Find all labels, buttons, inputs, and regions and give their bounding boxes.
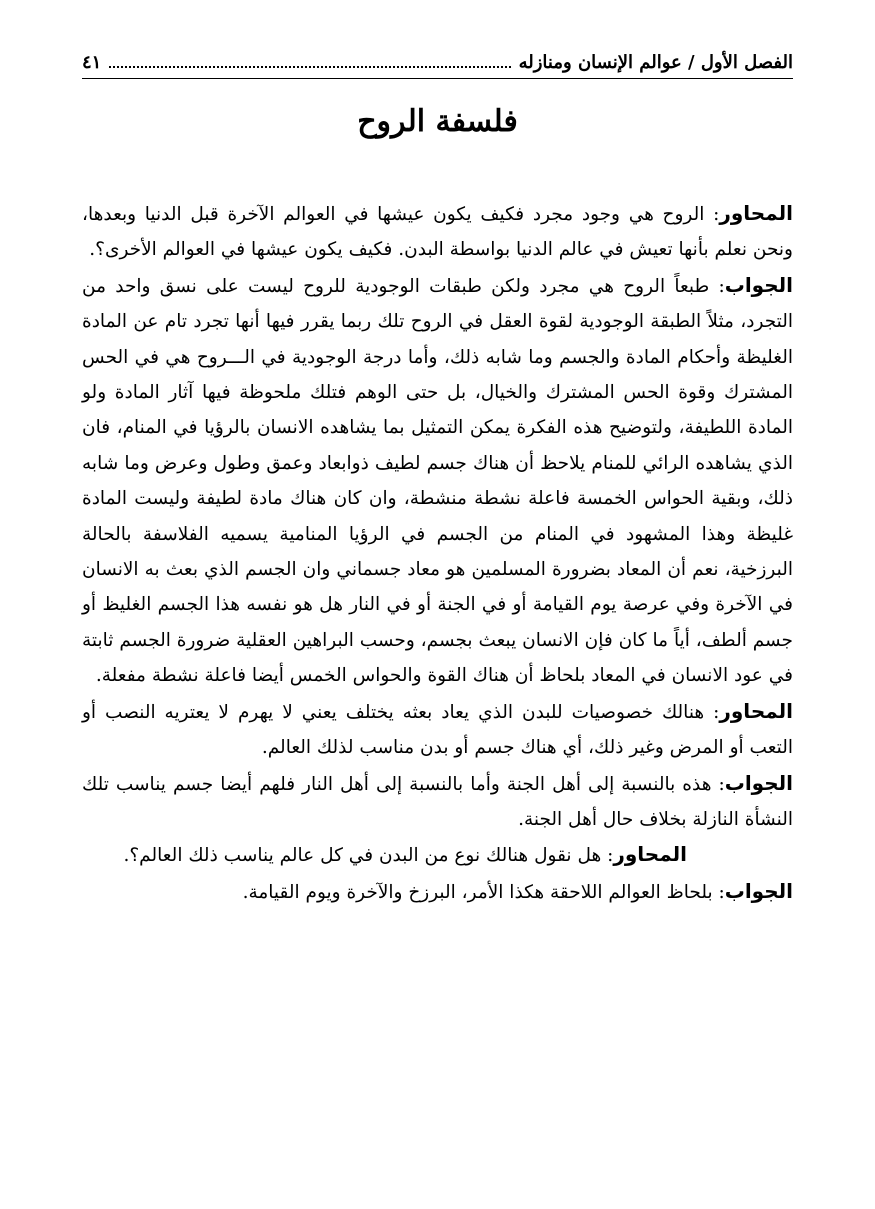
running-header — [82, 40, 793, 79]
speaker-label: المحاور — [613, 842, 687, 867]
paragraph-text: : الروح هي وجود مجرد فكيف يكون عيشها في العوالم الآخرة قبل الدنيا وبعدها، ونحن نعلم بأنها تعيش في عالم الدنيا بواسطة البدن. فكيف يكون عيشها في العوالم الأخرى؟. — [82, 204, 793, 261]
paragraph-answer-3 — [82, 874, 793, 910]
speaker-label: الجواب — [724, 272, 793, 297]
page-title: فلسفة الروح — [357, 104, 518, 139]
paragraph-answer-2 — [82, 766, 793, 838]
body-text — [82, 196, 793, 910]
paragraph-question-3 — [82, 837, 793, 873]
paragraph-text: : طبعاً الروح هي مجرد ولكن طبقات الوجودية للروح ليست على نسق واحد من التجرد، مثلاً الطبقة الوجودية لقوة العقل في الروح تلك ربما يقرر فيها أنها تجرد تام عن المادة الغليظة وأحكام المادة والجسم وما شابه ذلك، وأما درجة الوجودية في الـــروح هي في الحس المشترك وقوة الحس المشترك والخيال، بل حتى الوهم فتلك ملحوظة فيها آثار المادة ولو المادة اللطيفة، ولتوضيح هذه الفكرة يمكن التمثيل بما يشاهده الانسان بالرؤيا في المنام، فان الذي يشاهده الرائي للمنام يلاحظ أن هناك جسم لطيف ذوابعاد وعمق وطول وعرض وما شابه ذلك، وبقية الحواس الخمسة فاعلة نشطة منشطة، وان كان هناك مادة لطيفة وليست المادة غليظة وهذا المشهود في المنام من الجسم في الرؤيا المنامية يسميه الفلاسفة بالحالة البرزخية، نعم أن المعاد بضرورة المسلمين هو معاد جسماني وان الجسم الذي بعث به الانسان في الآخرة وفي عرصة يوم القيامة أو في الجنة أو في النار هل هو نفسه هذا الجسم الغليظ أو جسم ألطف، أياً ما كان فإن الانسان يبعث بجسم، وحسب البراهين العقلية ضرورة الجسم ثابتة في عود الانسان في المعاد بلحاظ أن هناك القوة والحواس الخمس أيضا فاعلة نشطة مفعلة. — [82, 275, 793, 687]
page-number: ٤١ — [82, 52, 102, 73]
speaker-label: المحاور — [719, 201, 793, 225]
paragraph-question-2 — [82, 694, 793, 766]
paragraph-text: : هل نقول هنالك نوع من البدن في كل عالم يناسب ذلك العالم؟. — [123, 845, 614, 867]
paragraph-text: : هنالك خصوصيات للبدن الذي يعاد بعثه يختلف يعني لا يهرم لا يعتريه النصب أو التعب أو المرض وغير ذلك، أي هناك جسم أو بدن مناسب لذلك العالم. — [82, 701, 793, 759]
paragraph-answer-1 — [82, 268, 793, 694]
running-title: الفصل الأول / عوالم الإنسان ومنازله — [518, 52, 793, 73]
paragraph-text: : هذه بالنسبة إلى أهل الجنة وأما بالنسبة إلى أهل النار فلهم أيضا جسم يناسب تلك النشأة النازلة بخلاف حال أهل الجنة. — [82, 773, 793, 830]
paragraph-text: : بلحاظ العوالم اللاحقة هكذا الأمر، البرزخ والآخرة ويوم القيامة. — [242, 881, 725, 903]
speaker-label: المحاور — [719, 698, 794, 723]
paragraph-question-1 — [82, 196, 793, 268]
dotted-leader — [109, 65, 510, 68]
speaker-label: الجواب — [724, 878, 793, 903]
speaker-label: الجواب — [724, 770, 793, 795]
